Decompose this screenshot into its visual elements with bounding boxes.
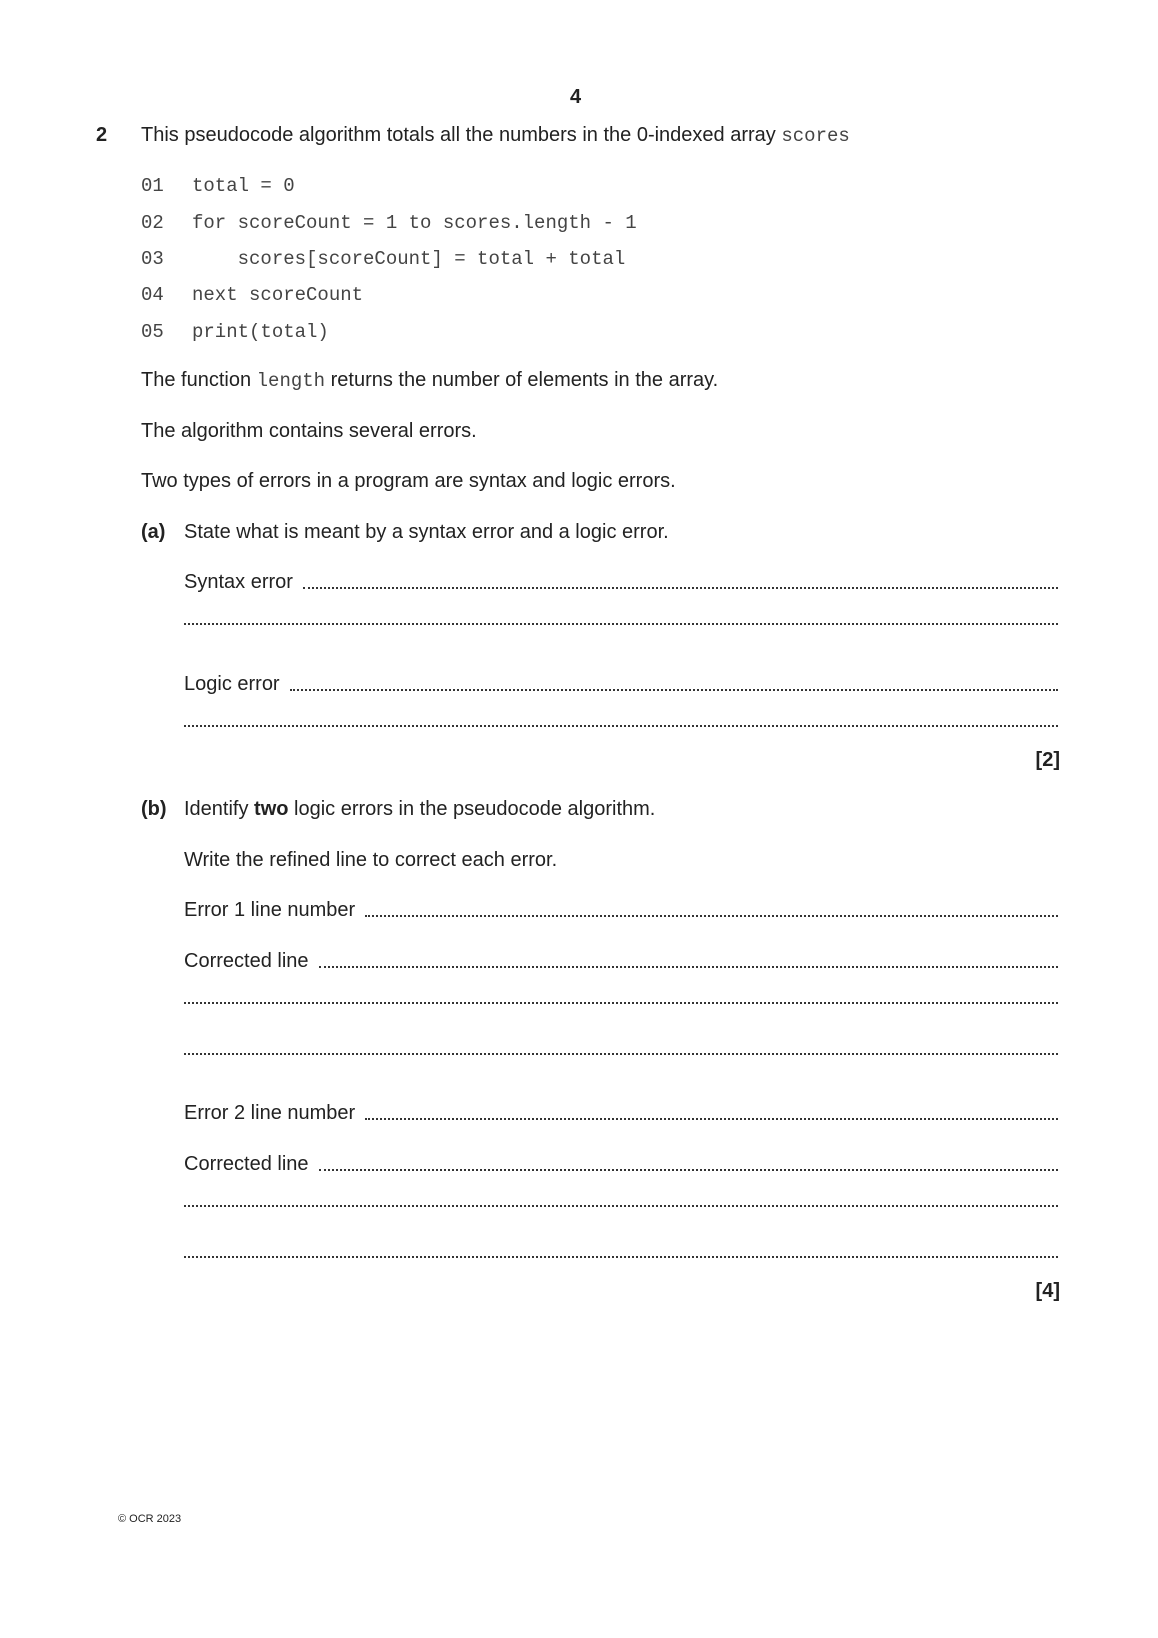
corrected1-label: Corrected line bbox=[184, 950, 309, 972]
para1-post: returns the number of elements in the array. bbox=[330, 369, 719, 391]
answer-dots bbox=[184, 622, 1058, 625]
code-line-text: for scoreCount = 1 to scores.length - 1 bbox=[192, 212, 637, 234]
syntax-error-answer-line[interactable] bbox=[184, 571, 1058, 594]
corrected-line-1-answer-2[interactable] bbox=[184, 1001, 1058, 1009]
paragraph-length-function bbox=[141, 369, 718, 392]
corrected-line-1-answer[interactable] bbox=[184, 950, 1058, 973]
part-b-text-pre: Identify bbox=[184, 798, 249, 820]
code-line-text: total = 0 bbox=[192, 175, 295, 197]
intro-text: This pseudocode algorithm totals all the numbers in the 0-indexed array bbox=[141, 124, 776, 146]
part-b-text-post: logic errors in the pseudocode algorithm. bbox=[294, 798, 656, 820]
syntax-error-label: Syntax error bbox=[184, 571, 293, 593]
logic-error-label: Logic error bbox=[184, 673, 280, 695]
answer-dots bbox=[319, 965, 1058, 968]
code-line-number: 03 bbox=[141, 248, 164, 270]
part-b-text bbox=[184, 798, 655, 821]
corrected-line-1-answer-3[interactable] bbox=[184, 1052, 1058, 1060]
paragraph-error-types: Two types of errors in a program are syntax and logic errors. bbox=[141, 470, 676, 492]
error2-label: Error 2 line number bbox=[184, 1102, 356, 1124]
code-line-text: scores[scoreCount] = total + total bbox=[192, 248, 626, 270]
answer-dots bbox=[184, 1255, 1058, 1258]
answer-dots bbox=[365, 914, 1058, 917]
question-number: 2 bbox=[96, 124, 108, 146]
corrected-line-2-answer-2[interactable] bbox=[184, 1204, 1058, 1212]
paragraph-errors: The algorithm contains several errors. bbox=[141, 420, 477, 442]
part-b-marks: [4] bbox=[1035, 1280, 1060, 1302]
answer-dots bbox=[184, 724, 1058, 727]
corrected2-label: Corrected line bbox=[184, 1153, 309, 1175]
code-line-number: 01 bbox=[141, 175, 164, 197]
corrected-line-2-answer[interactable] bbox=[184, 1153, 1058, 1176]
code-line-text: next scoreCount bbox=[192, 284, 364, 306]
logic-error-answer-line[interactable] bbox=[184, 673, 1058, 696]
code-line-number: 05 bbox=[141, 321, 164, 343]
answer-dots bbox=[365, 1117, 1058, 1120]
logic-error-answer-line-2[interactable] bbox=[184, 724, 1058, 732]
part-a-label: (a) bbox=[141, 521, 166, 543]
para1-pre: The function bbox=[141, 369, 252, 391]
answer-dots bbox=[184, 1001, 1058, 1004]
para1-code: length bbox=[256, 370, 326, 392]
answer-dots bbox=[184, 1204, 1058, 1207]
part-a-text: State what is meant by a syntax error and a logic error. bbox=[184, 521, 669, 543]
error2-line-number-answer[interactable] bbox=[184, 1102, 1058, 1125]
syntax-error-answer-line-2[interactable] bbox=[184, 622, 1058, 630]
answer-dots bbox=[290, 688, 1058, 691]
part-b-instruction: Write the refined line to correct each error. bbox=[184, 849, 558, 871]
error1-line-number-answer[interactable] bbox=[184, 899, 1058, 922]
answer-dots bbox=[303, 586, 1058, 589]
question-intro bbox=[141, 124, 850, 147]
answer-dots bbox=[184, 1052, 1058, 1055]
page-number: 4 bbox=[570, 86, 582, 108]
part-b-text-bold: two bbox=[254, 798, 289, 820]
code-line-number: 02 bbox=[141, 212, 164, 234]
error1-label: Error 1 line number bbox=[184, 899, 356, 921]
part-a-marks: [2] bbox=[1035, 749, 1060, 771]
intro-code: scores bbox=[781, 125, 850, 147]
code-line-number: 04 bbox=[141, 284, 164, 306]
code-line-text: print(total) bbox=[192, 321, 329, 343]
answer-dots bbox=[319, 1168, 1058, 1171]
part-b-label: (b) bbox=[141, 798, 167, 820]
corrected-line-2-answer-3[interactable] bbox=[184, 1255, 1058, 1263]
copyright-footer: © OCR 2023 bbox=[118, 1513, 182, 1525]
